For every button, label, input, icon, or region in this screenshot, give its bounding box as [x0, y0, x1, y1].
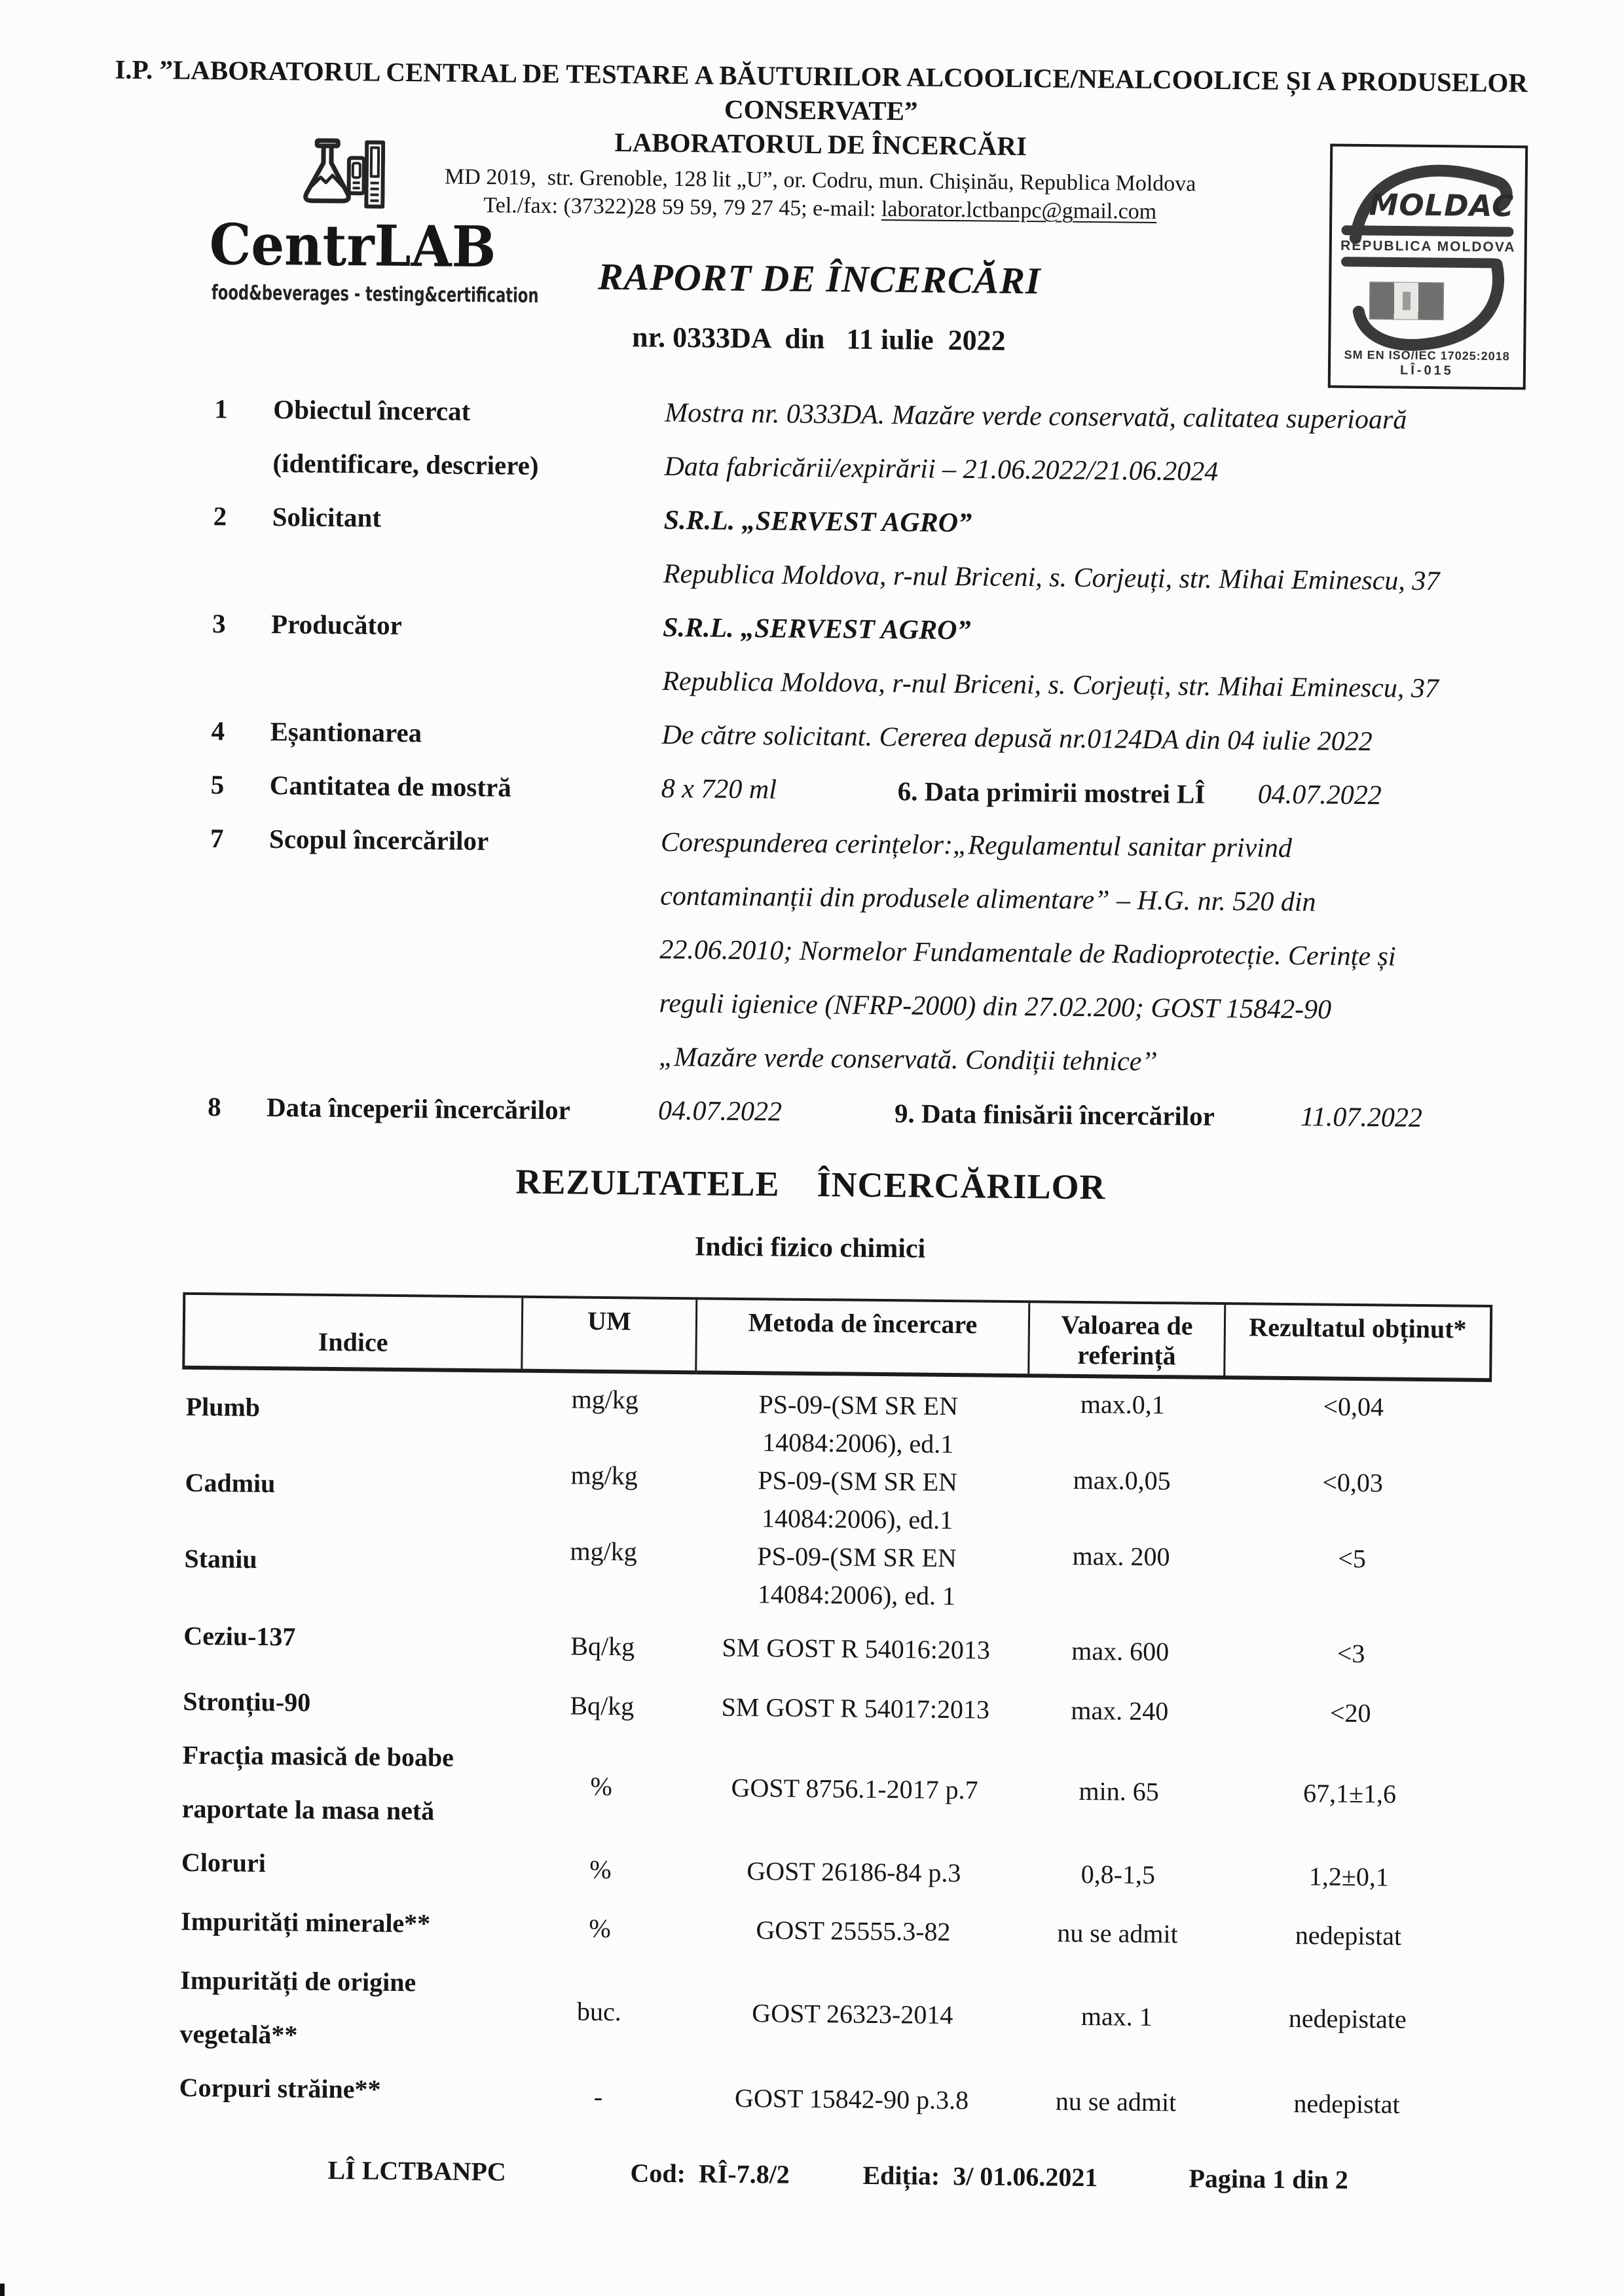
page-footer — [0, 2151, 1614, 2206]
table-row — [180, 1532, 1490, 1622]
metoda-line: PS-09-(SM SR EN — [757, 1541, 957, 1573]
logo-name: CentrLAB — [209, 211, 496, 281]
tel-fax-text: Tel./fax: (37322)28 59 59, 79 27 45; e-mail: — [483, 193, 882, 221]
col-header-valoare-line2: referință — [1077, 1339, 1176, 1371]
indice-line: vegetală** — [179, 2018, 298, 2050]
cell-indice — [175, 1954, 513, 2064]
cell-indice: Impurități minerale** — [180, 1906, 431, 1939]
cell-rezultat: nedepistat — [1295, 1920, 1402, 1951]
cell-indice: Corpuri străine** — [179, 2072, 381, 2104]
footer-doc-code: Cod: RÎ-7.8/2 — [630, 2158, 790, 2189]
col-header-indice: Indice — [318, 1326, 388, 1357]
manufacture-expiry-dates: Data fabricării/expirării – 21.06.2022/21.06.2024 — [664, 451, 1219, 487]
org-name-line2: CONSERVATE” — [724, 94, 918, 126]
sample-quantity: 8 x 720 ml — [661, 773, 777, 805]
item-label: Data începerii încercărilor — [266, 1092, 571, 1125]
cell-rezultat: <0,03 — [1322, 1467, 1384, 1498]
indice-line: Impurități de origine — [180, 1965, 416, 1997]
item-row-7 — [208, 811, 1513, 1092]
item-row-1 — [213, 382, 1517, 501]
cell-metoda: GOST 25555.3-82 — [756, 1914, 951, 1946]
metoda-line: 14084:2006), ed.1 — [761, 1503, 953, 1535]
item-label-line1: Obiectul încercat — [273, 394, 471, 426]
cell-metoda: GOST 26186-84 p.3 — [747, 1855, 961, 1887]
col-header-valoare-line1: Valoarea de — [1061, 1309, 1193, 1341]
stamp-brand: MOLDAC — [1369, 187, 1515, 224]
cell-rezultat: <0,04 — [1323, 1391, 1384, 1422]
item-number: 8 — [207, 1091, 221, 1122]
logo-tagline: food&beverages - testing&certification — [211, 281, 539, 308]
lab-name: LABORATORUL DE ÎNCERCĂRI — [614, 127, 1027, 162]
cell-indice: Stronțiu-90 — [183, 1686, 311, 1717]
table-row — [177, 1728, 1488, 1848]
cell-um: Bq/kg — [570, 1690, 635, 1721]
cell-valoare: min. 65 — [1079, 1776, 1159, 1806]
cell-rezultat: <3 — [1337, 1638, 1365, 1668]
cell-valoare: 0,8-1,5 — [1080, 1859, 1156, 1889]
item-label — [272, 382, 665, 494]
receipt-date-label: 6. Data primirii mostrei LÎ — [897, 776, 1206, 809]
purpose-line: 22.06.2010; Normelor Fundamentale de Radioprotecție. Cerințe și — [659, 934, 1396, 972]
sample-description: Mostra nr. 0333DA. Mazăre verde conservată, calitatea superioară — [665, 397, 1407, 435]
footer-page-number: Pagina 1 din 2 — [1189, 2163, 1349, 2195]
footer-edition: Ediția: 3/ 01.06.2021 — [862, 2160, 1098, 2193]
col-header-rezultat: Rezultatul obținut* — [1223, 1305, 1490, 1378]
receipt-date-value: 04.07.2022 — [1257, 779, 1382, 811]
cell-metoda — [691, 1461, 1024, 1540]
item-number: 1 — [214, 393, 229, 424]
cell-valoare: max.0,1 — [1080, 1389, 1165, 1420]
item-label: Solicitant — [272, 501, 382, 533]
flask-icon — [286, 137, 385, 213]
cell-valoare: max. 1 — [1080, 2001, 1153, 2032]
indice-line: Fracția masică de boabe — [182, 1740, 454, 1772]
table-row — [175, 2061, 1485, 2136]
cell-um: Bq/kg — [570, 1631, 635, 1661]
item-value — [661, 762, 1514, 824]
cell-metoda — [690, 1537, 1024, 1616]
org-name-line1: I.P. ”LABORATORUL CENTRAL DE TESTARE A BĂUTURILOR ALCOOLICE/NEALCOOLICE ȘI A PRODUSELOR — [115, 54, 1528, 98]
cell-metoda: GOST 15842-90 p.3.8 — [734, 2083, 969, 2115]
cell-um: % — [590, 1771, 613, 1801]
table-row — [181, 1456, 1491, 1544]
metoda-line: 14084:2006), ed.1 — [762, 1427, 954, 1459]
cell-indice: Cloruri — [181, 1847, 267, 1878]
results-title: REZULTATELE ÎNCERCĂRILOR — [515, 1161, 1106, 1207]
metoda-line: 14084:2006), ed. 1 — [757, 1579, 956, 1611]
solicitant-company: S.R.L. „SERVEST AGRO” — [663, 505, 972, 539]
producer-company: S.R.L. „SERVEST AGRO” — [662, 612, 971, 646]
cell-rezultat: nedepistat — [1293, 2088, 1400, 2119]
table-header-row — [182, 1292, 1492, 1382]
purpose-line: Corespunderea cerințelor:„Regulamentul sanitar privind — [660, 827, 1293, 864]
cell-valoare: nu se admit — [1057, 1918, 1178, 1948]
item-row-2 — [213, 489, 1517, 609]
cell-valoare: max. 200 — [1072, 1540, 1170, 1572]
cell-um: mg/kg — [570, 1536, 637, 1567]
cell-indice — [177, 1728, 515, 1839]
item-label: Producător — [270, 609, 403, 640]
cell-rezultat: nedepistate — [1288, 2003, 1407, 2034]
address-line: MD 2019, str. Grenoble, 128 lit „U”, or. Codru, mun. Chișinău, Republica Moldova — [444, 164, 1196, 196]
footer-lab-code: LÎ LCTBANPC — [327, 2155, 506, 2187]
item-label: Eșantionarea — [270, 716, 422, 748]
cell-um: buc. — [576, 1996, 621, 2026]
item-value — [658, 1084, 1511, 1146]
cell-rezultat: 67,1±1,6 — [1302, 1777, 1397, 1809]
item-value — [663, 494, 1517, 609]
purpose-line: „Mazăre verde conservată. Condiții tehnice’’ — [658, 1042, 1157, 1078]
col-header-metoda: Metoda de încercare — [695, 1300, 1028, 1374]
cell-rezultat: <5 — [1338, 1543, 1367, 1574]
report-number: nr. 0333DA din 11 iulie 2022 — [631, 321, 1006, 357]
report-details — [208, 382, 1518, 1146]
cell-um: % — [589, 1913, 611, 1943]
stamp-accreditation-number: LÎ-015 — [1399, 363, 1454, 378]
item-label-line2: (identificare, descriere) — [272, 448, 539, 481]
indice-line: raportate la masa netă — [181, 1793, 435, 1826]
solicitant-address: Republica Moldova, r-nul Briceni, s. Corjeuți, str. Mihai Eminescu, 37 — [663, 558, 1440, 597]
cell-valoare: max. 240 — [1071, 1695, 1169, 1726]
start-date-value: 04.07.2022 — [657, 1095, 783, 1127]
item-label: Cantitatea de mostră — [269, 770, 511, 803]
results-subtitle: Indici fizico chimici — [694, 1231, 926, 1264]
cell-um: mg/kg — [570, 1460, 638, 1491]
cell-indice: Staniu — [184, 1543, 257, 1574]
cell-rezultat: 1,2±0,1 — [1308, 1861, 1390, 1892]
purpose-line: reguli igienice (NFRP-2000) din 27.02.200; GOST 15842-90 — [659, 988, 1332, 1025]
item-row-3 — [212, 596, 1515, 716]
item-number: 2 — [213, 501, 227, 532]
col-header-valoare — [1027, 1303, 1224, 1376]
results-table — [175, 1292, 1492, 2136]
item-value — [664, 386, 1518, 501]
cell-indice: Plumb — [185, 1391, 261, 1422]
finish-date-value: 11.07.2022 — [1300, 1102, 1423, 1133]
cell-rezultat: <20 — [1329, 1698, 1371, 1728]
cell-metoda: SM GOST R 54016:2013 — [722, 1632, 991, 1665]
cell-metoda: GOST 26323-2014 — [752, 1997, 953, 2030]
table-row — [179, 1609, 1490, 1687]
item-number: 5 — [210, 769, 225, 800]
cell-indice: Cadmiu — [185, 1467, 276, 1499]
stamp-standard: SM EN ISO/IEC 17025:2018 — [1344, 348, 1510, 363]
cell-valoare: nu se admit — [1055, 2086, 1177, 2117]
item-number: 4 — [211, 716, 225, 746]
cell-um: - — [593, 2081, 603, 2111]
col-header-um: UM — [521, 1298, 695, 1371]
purpose-line: contaminanții din produsele alimentare” – H.G. nr. 520 din — [659, 881, 1316, 918]
cell-metoda: SM GOST R 54017:2013 — [721, 1692, 990, 1724]
cell-um: % — [589, 1854, 612, 1884]
table-body — [175, 1370, 1492, 2136]
metoda-line: PS-09-(SM SR EN — [758, 1465, 958, 1497]
scan-artifact — [0, 2284, 5, 2296]
table-row — [181, 1380, 1492, 1468]
report-title: RAPORT DE ÎNCERCĂRI — [597, 255, 1041, 302]
test-purpose — [658, 816, 1513, 1092]
cell-metoda: GOST 8756.1-2017 p.7 — [731, 1772, 978, 1804]
email-link: laborator.lctbanpc@gmail.com — [881, 196, 1157, 224]
producer-address: Republica Moldova, r-nul Briceni, s. Corjeuți, str. Mihai Eminescu, 37 — [662, 666, 1439, 704]
stamp-country: REPUBLICA MOLDOVA — [1340, 238, 1516, 255]
cell-um: mg/kg — [571, 1384, 639, 1415]
cell-indice: Ceziu-137 — [183, 1620, 296, 1652]
item-value — [662, 601, 1516, 716]
finish-date-label: 9. Data finisării încercărilor — [894, 1098, 1215, 1131]
sampling-info: De către solicitant. Cererea depusă nr.0124DA din 04 iulie 2022 — [661, 720, 1373, 757]
table-row — [175, 1954, 1486, 2073]
item-number: 7 — [210, 823, 224, 854]
cell-metoda — [692, 1385, 1025, 1464]
cell-valoare: max. 600 — [1071, 1635, 1170, 1666]
metoda-line: PS-09-(SM SR EN — [758, 1389, 959, 1421]
item-number: 3 — [212, 608, 226, 639]
item-label: Scopul încercărilor — [268, 824, 489, 856]
cell-valoare: max.0,05 — [1073, 1465, 1171, 1496]
